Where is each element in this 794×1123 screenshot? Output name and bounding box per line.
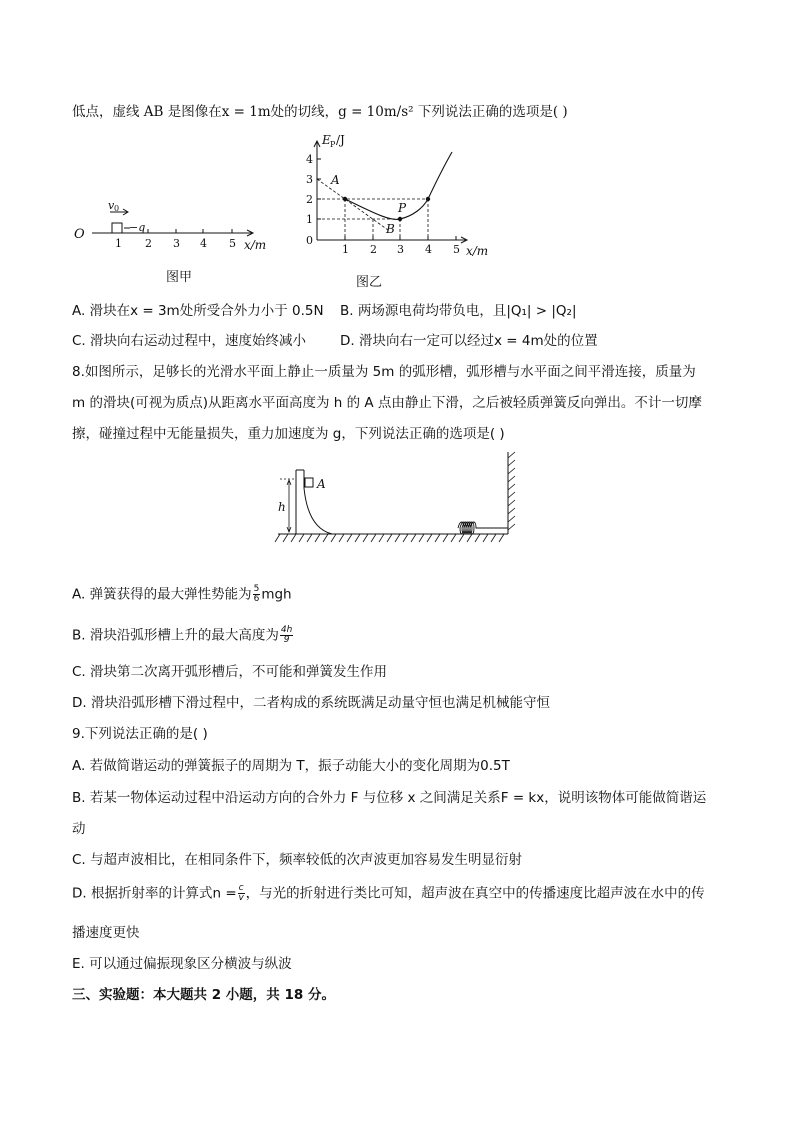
q9-option-a: A. 若做简谐运动的弹簧振子的周期为 T，振子动能大小的变化周期为0.5T [72, 758, 510, 774]
fig-yi-y-label: E [322, 133, 331, 147]
fig-jia-axis [92, 209, 253, 236]
fig-yi-xtick-3: 3 [397, 243, 404, 256]
fig-yi-point-p [398, 217, 402, 221]
fig-yi-guides [317, 179, 428, 240]
q9-option-d-denominator: v [238, 893, 244, 903]
q9-option-d-line-1 [72, 884, 705, 903]
fig-yi-ytick-2: 2 [306, 193, 313, 206]
fig-yi-point-1 [343, 197, 347, 201]
fig-yi-ytick-4: 4 [306, 153, 313, 166]
q7-option-c: C. 滑块向右运动过程中，速度始终减小 [72, 333, 307, 349]
q9-option-d-fraction [238, 884, 245, 903]
q8-option-d: D. 滑块沿弧形槽下滑过程中，二者构成的系统既满足动量守恒也满足机械能守恒 [72, 695, 550, 711]
fig-jia-caption: 图甲 [166, 270, 193, 285]
fig-yi-x-label: x/m [466, 244, 489, 258]
fig-yi-xtick-4: 4 [425, 243, 432, 256]
q9-option-d-suffix: ，与光的折射进行类比可知，超声波在真空中的传播速度比超声波在水中的传 [245, 885, 705, 902]
q8-fig-label-a: A [317, 477, 326, 491]
fig-jia-v-label: v [108, 199, 115, 212]
q8-ground-hatching [275, 452, 515, 542]
q8-option-a-denominator: 6 [253, 594, 260, 604]
fig-yi-ytick-1: 1 [306, 213, 313, 226]
q9-option-c: C. 与超声波相比，在相同条件下，频率较低的次声波更加容易发生明显衍射 [72, 852, 523, 868]
q9-option-e: E. 可以通过偏振现象区分横波与纵波 [72, 956, 292, 972]
q8-figure [272, 448, 520, 550]
q8-option-c: C. 滑块第二次离开弧形槽后，不可能和弹簧发生作用 [72, 664, 388, 680]
q8-fig-label-h: h [278, 500, 286, 514]
fig-jia-v-sub: 0 [114, 204, 120, 213]
fig-yi-y-unit: /J [336, 133, 345, 147]
q7-option-b: B. 两场源电荷均带负电，且|Q₁| > |Q₂| [340, 303, 577, 319]
q8-slider-block [305, 478, 313, 487]
q7-option-a: A. 滑块在x = 3m处所受合外力小于 0.5N [72, 303, 324, 319]
figure-jia [72, 196, 282, 256]
q7-option-d: D. 滑块向右一定可以经过x = 4m处的位置 [340, 333, 598, 349]
figure-yi [298, 130, 508, 262]
fig-jia-tick-4: 4 [200, 237, 207, 250]
fig-yi-y-sub: P [330, 140, 336, 149]
fig-yi-xtick-1: 1 [342, 243, 349, 256]
fig-yi-label-a: A [331, 173, 340, 187]
fig-yi-label-b: B [386, 222, 395, 236]
q9-option-d-line-2: 播速度更快 [72, 925, 140, 941]
q8-option-a-suffix: mgh [261, 586, 292, 603]
q8-option-b [72, 626, 294, 645]
fig-yi-label-p: P [398, 201, 407, 215]
q8-stem-line-2: m 的滑块(可视为质点)从距离水平面高度为 h 的 A 点由静止下滑，之后被轻质弹簧反向弹出。不计一切摩 [72, 395, 702, 411]
fig-yi-origin: 0 [306, 234, 313, 247]
q9-stem: 9.下列说法正确的是( ) [72, 726, 208, 742]
fig-jia-tick-1: 1 [115, 237, 122, 250]
q8-option-b-text: B. 滑块沿弧形槽上升的最大高度为 [72, 627, 279, 644]
q8-spring [458, 522, 508, 534]
q8-option-a-fraction [253, 585, 261, 604]
fig-yi-xtick-5: 5 [453, 243, 460, 256]
fig-yi-caption: 图乙 [356, 275, 383, 290]
section-3-heading: 三、实验题：本大题共 2 小题，共 18 分。 [72, 987, 335, 1003]
intro-line: 低点，虚线 AB 是图像在x = 1m处的切线，g = 10m/s² 下列说法正确的选项是( ) [72, 104, 568, 120]
q8-stem-line-3: 擦，碰撞过程中无能量损失，重力加速度为 g，下列说法正确的选项是( ) [72, 426, 505, 442]
fig-yi-point-4 [426, 197, 430, 201]
q9-option-d-numerator: c [238, 883, 244, 893]
fig-yi-xtick-2: 2 [370, 243, 377, 256]
q8-option-b-fraction [280, 626, 293, 645]
q8-option-a [72, 585, 292, 604]
fig-jia-charge: −q [129, 221, 146, 234]
q8-option-b-denominator: 9 [283, 635, 290, 645]
q8-option-a-numerator: 5 [253, 584, 260, 594]
q9-option-b-line-2: 动 [72, 821, 86, 837]
fig-yi-ytick-3: 3 [306, 173, 313, 186]
fig-jia-tick-3: 3 [173, 237, 180, 250]
fig-jia-tick-2: 2 [145, 237, 152, 250]
fig-jia-origin: O [74, 227, 85, 242]
q8-arc-groove [296, 470, 332, 534]
q9-option-b-line-1: B. 若某一物体运动过程中沿运动方向的合外力 F 与位移 x 之间满足关系F = kx，说明该物体可能做简谐运 [72, 790, 707, 806]
q9-option-d-text: D. 根据折射率的计算式n = [72, 885, 237, 902]
fig-jia-tick-5: 5 [229, 237, 236, 250]
q8-option-b-numerator: 4h [280, 625, 293, 635]
fig-jia-axis-label: x/m [244, 238, 267, 252]
q8-stem-line-1: 8.如图所示，足够长的光滑水平面上静止一质量为 5m 的弧形槽，弧形槽与水平面之间平滑连接，质量为 [72, 364, 696, 380]
q8-option-a-text: A. 弹簧获得的最大弹性势能为 [72, 586, 252, 603]
